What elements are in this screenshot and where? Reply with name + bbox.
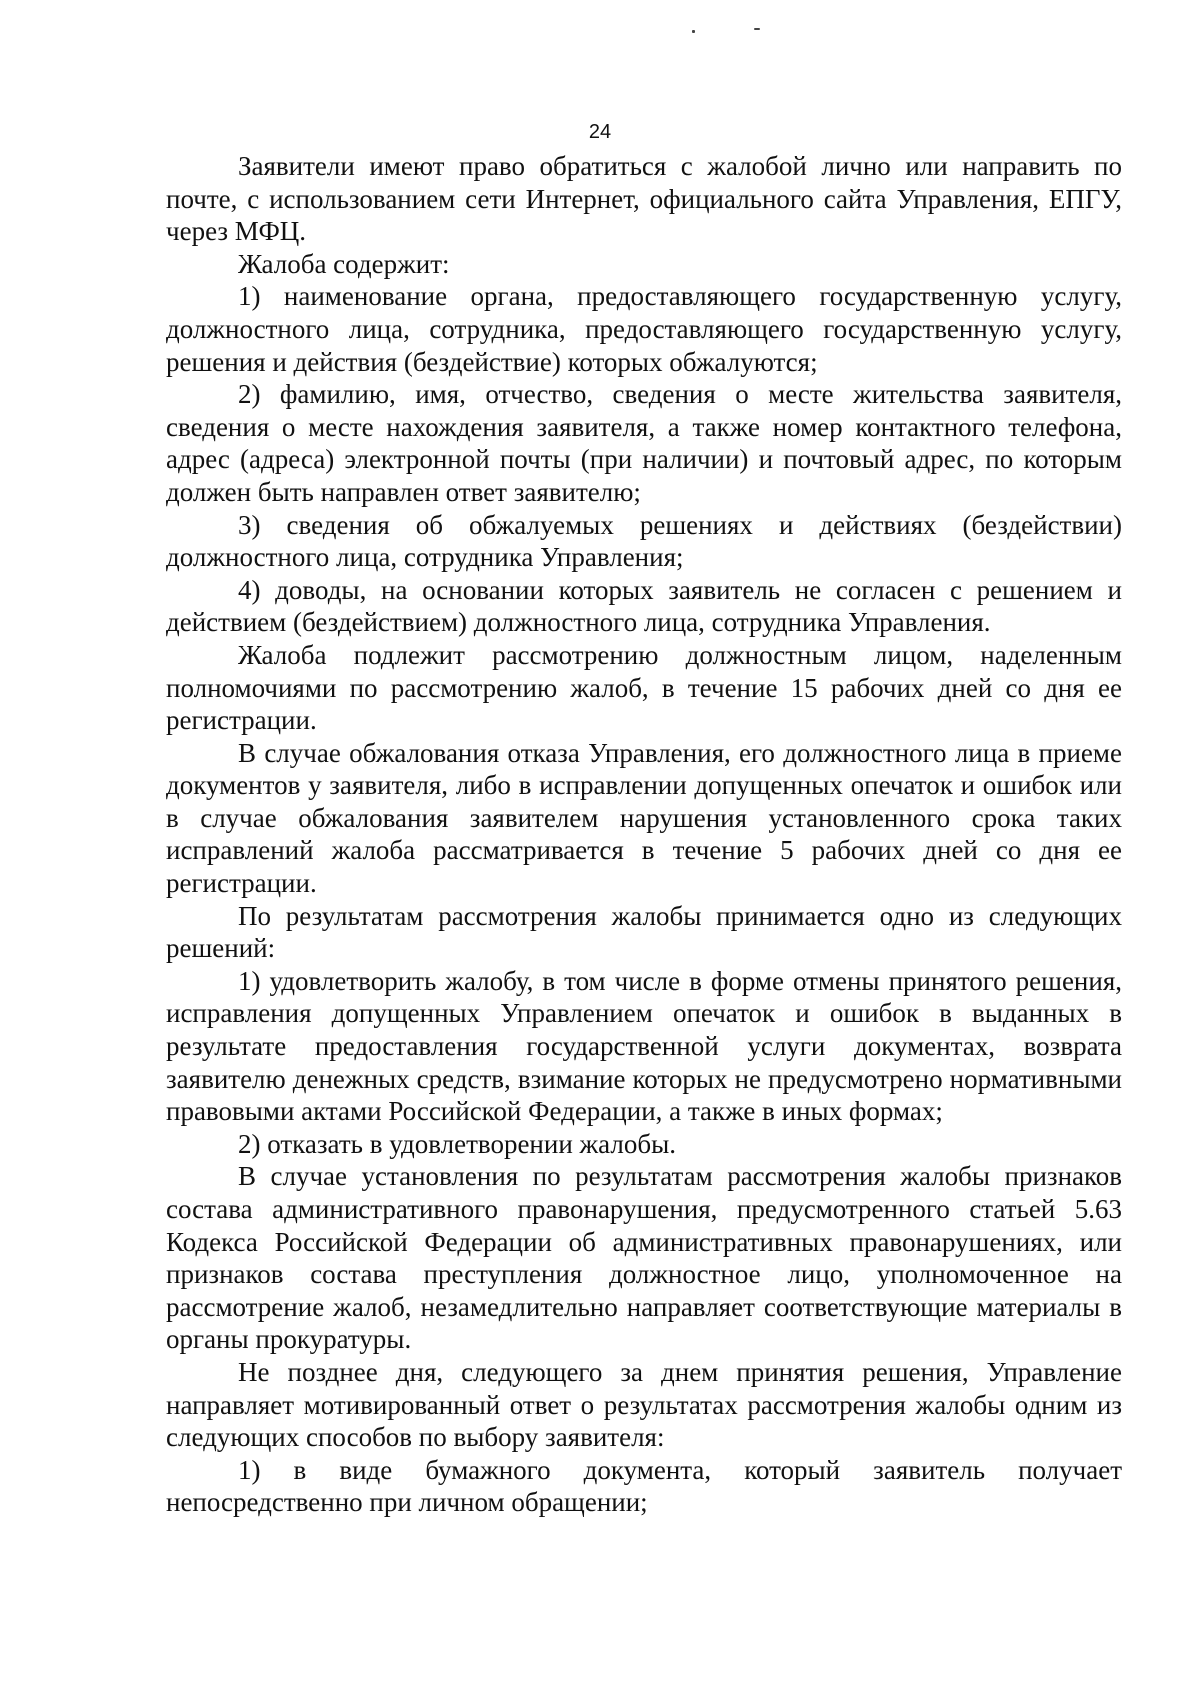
paragraph-refusal-appeal: В случае обжалования отказа Управления, его должностного лица в приеме документов у заявителя, либо в исправлении допущенных опечаток и ошибок или в случае обжалования заявителем нарушения установленного срока таких исправлений жалоба рассматривается в течение 5 рабочих дней со дня ее регистрации. xyxy=(166,737,1122,899)
paragraph-response-deadline: Не позднее дня, следующего за днем принятия решения, Управление направляет мотивированный ответ о результатах рассмотрения жалобы одним из следующих способов по выбору заявителя: xyxy=(166,1356,1122,1453)
list-item-arguments: 4) доводы, на основании которых заявитель не согласен с решением и действием (бездействием) должностного лица, сотрудника Управления. xyxy=(166,574,1122,638)
document-body xyxy=(166,150,1122,1519)
paragraph-review-period: Жалоба подлежит рассмотрению должностным лицом, наделенным полномочиями по рассмотрению жалоб, в течение 15 рабочих дней со дня ее регистрации. xyxy=(166,639,1122,736)
list-item-satisfy-complaint: 1) удовлетворить жалобу, в том числе в форме отмены принятого решения, исправления допущенных Управлением опечаток и ошибок в выданных в результате предоставления государственной услуги документах, возврата заявителю денежных средств, взимание которых не предусмотрено нормативными правовыми актами Российской Федерации, а также в иных формах; xyxy=(166,965,1122,1127)
list-item-applicant-details: 2) фамилию, имя, отчество, сведения о месте жительства заявителя, сведения о месте нахождения заявителя, а также номер контактного телефона, адрес (адреса) электронной почты (при наличии) и почтовый адрес, по которым должен быть направлен ответ заявителю; xyxy=(166,379,1122,507)
paragraph-review-outcomes: По результатам рассмотрения жалобы принимается одно из следующих решений: xyxy=(166,900,1122,964)
list-item-authority-name: 1) наименование органа, предоставляющего государственную услугу, должностного лица, сотрудника, предоставляющего государственную услугу, решения и действия (бездействие) которых обжалуются; xyxy=(166,281,1122,377)
scan-speck xyxy=(754,28,760,30)
list-item-paper-response: 1) в виде бумажного документа, который заявитель получает непосредственно при личном обращении; xyxy=(166,1454,1122,1518)
scan-artifacts xyxy=(692,26,762,36)
list-item-reject-complaint: 2) отказать в удовлетворении жалобы. xyxy=(238,1128,676,1159)
paragraph-complaint-contents-heading: Жалоба содержит: xyxy=(238,248,450,279)
paragraph-prosecution-referral: В случае установления по результатам рассмотрения жалобы признаков состава административного правонарушения, предусмотренного статьей 5.63 Кодекса Российской Федерации об административных правонарушениях, или признаков состава преступления должностное лицо, уполномоченное на рассмотрение жалоб, незамедлительно направляет соответствующие материалы в органы прокуратуры. xyxy=(166,1161,1122,1355)
paragraph-complaint-channels: Заявители имеют право обратиться с жалобой лично или направить по почте, с использованием сети Интернет, официального сайта Управления, ЕПГУ, через МФЦ. xyxy=(166,151,1122,247)
list-item-appealed-decisions: 3) сведения об обжалуемых решениях и действиях (бездействии) должностного лица, сотрудника Управления; xyxy=(166,509,1122,573)
page-number: 24 xyxy=(588,121,612,143)
scan-speck xyxy=(692,30,695,33)
